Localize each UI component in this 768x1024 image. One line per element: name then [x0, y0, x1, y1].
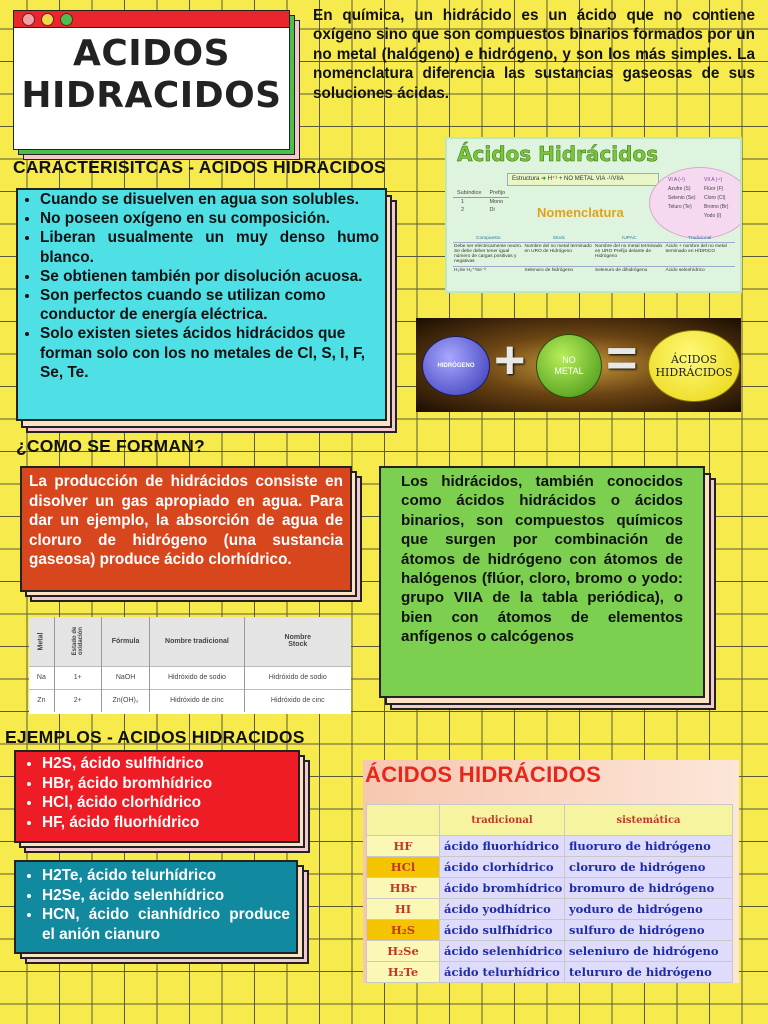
acids-table-title: ÁCIDOS HIDRÁCIDOS — [365, 762, 602, 787]
acid-name-tradicional: ácido clorhídrico — [440, 857, 565, 878]
estructura-label: Estructura — [512, 176, 540, 182]
hydroxide-cell: 2+ — [54, 689, 101, 712]
ejemplos-box-1 — [14, 750, 300, 843]
acid-name-sistematica: sulfuro de hidrógeno — [565, 920, 733, 941]
prefix-cell: Di — [489, 207, 495, 213]
caracteristicas-list — [18, 190, 385, 382]
acids-table — [366, 804, 733, 983]
title-card-bar — [14, 11, 289, 28]
nom-header: Compuesto — [453, 235, 524, 243]
prefix-header: Prefijo — [485, 189, 509, 198]
hydroxide-cell: NaOH — [101, 666, 150, 689]
nom-example: H₂Se H₂⁺¹Se⁻² — [454, 268, 486, 273]
caracteristicas-heading: CARACTERISITCAS - ACIDOS HIDRACIDOS — [13, 157, 386, 177]
group-element: Bromo (Br) — [704, 204, 729, 210]
group-col1 — [668, 176, 696, 212]
no-metal-circle — [536, 334, 602, 398]
list-item: • Se obtienen también por disolución acuosa. — [40, 267, 379, 286]
acid-name-sistematica: seleniuro de hidrógeno — [565, 941, 733, 962]
acid-formula: HI — [367, 899, 440, 920]
hydroxide-table — [29, 617, 351, 712]
list-item: • Liberan usualmente un muy denso humo blanco. — [40, 228, 379, 266]
acid-name-sistematica: yoduro de hidrógeno — [565, 899, 733, 920]
acid-name-sistematica: telururo de hidrógeno — [565, 962, 733, 983]
nom-example: Ácido selenhídrico — [665, 268, 705, 273]
equals-icon: = — [606, 328, 638, 388]
list-item: • H2S, ácido sulfhídrico — [42, 754, 298, 774]
hydroxide-header: Estado de oxidación — [54, 617, 101, 666]
page-title — [14, 33, 289, 117]
title-card — [13, 10, 290, 150]
como-se-forman-text: La producción de hidrácidos consiste en disolver un gas apropiado en agua. Para dar un ejemplo, la absorción de agua de cloruro de hidrógeno (una sustancia gaseosa) produce ácido clorhídrico. — [29, 473, 343, 568]
group-col2-header: VII A (-¹) — [704, 177, 723, 183]
window-dot-green-icon — [60, 13, 73, 26]
hydroxide-header: Nombre tradicional — [150, 617, 244, 666]
acid-formula: H₂S — [367, 920, 440, 941]
hydroxide-cell: 1+ — [54, 666, 101, 689]
prefix-cell: 1 — [461, 199, 465, 205]
acid-formula: HCl — [367, 857, 440, 878]
nom-desc: Nombre del no metal terminado en URO Prefijo delante de Hidrógeno — [595, 244, 663, 259]
definicion-text: Los hidrácidos, también conocidos como ácidos hidrácidos o ácidos binarios, son compuestos químicos que surgen por combinación de átomos de hidrógeno con átomos de halógenos (flúor, cloro, bromo o yodo: grupo VIIA de la tabla periódica), o bien con átomos de elementos anfígenos o calcógenos — [401, 473, 683, 646]
acid-name-tradicional: ácido sulfhídrico — [440, 920, 565, 941]
group-element: Cloro (Cl) — [704, 195, 726, 201]
group-element: Azufre (S) — [668, 186, 691, 192]
nom-header: Tradicional — [665, 235, 736, 243]
group-col2 — [704, 176, 728, 221]
table-row — [367, 857, 733, 878]
ejemplos-heading: EJEMPLOS - ACIDOS HIDRACIDOS — [5, 727, 305, 747]
list-item: • Cuando se disuelven en agua son solubles. — [40, 190, 379, 209]
nom-desc: Debe ser eléctricamente neutro. Se debe deber tener igual número de cargas positivas y negativas — [454, 244, 523, 264]
ejemplos-box-2 — [14, 860, 298, 954]
hidrogeno-label: HIDRÓGENO — [437, 363, 475, 369]
hidrogeno-circle — [422, 336, 490, 396]
list-item: • HF, ácido fluorhídrico — [42, 813, 298, 833]
acid-name-tradicional: ácido telurhídrico — [440, 962, 565, 983]
acid-name-tradicional: ácido yodhídrico — [440, 899, 565, 920]
nom-example: Selenuro de hidrógeno — [524, 268, 574, 273]
groups-oval — [649, 167, 742, 239]
caracteristicas-box — [16, 188, 387, 421]
table-row — [367, 962, 733, 983]
window-dot-pink-icon — [22, 13, 35, 26]
group-element: Teluro (Te) — [668, 204, 692, 210]
hydroxide-cell: Hidróxido de cinc — [150, 689, 244, 712]
result-circle — [648, 330, 740, 402]
list-item: • Solo existen sietes ácidos hidrácidos que forman solo con los no metales de Cl, S, I, F, Se, Te. — [40, 324, 379, 382]
prefix-cell: 2 — [461, 207, 465, 213]
table-row — [367, 836, 733, 857]
hydroxide-cell: Hidróxido de cinc — [270, 697, 325, 705]
hidracidos-infographic — [445, 137, 742, 293]
result-label-1: ÁCIDOS — [670, 353, 718, 366]
arrow-right-icon: ➜ — [541, 176, 547, 182]
list-item: • H2Se, ácido selenhídrico — [42, 886, 290, 906]
list-item: • No poseen oxígeno en su composición. — [40, 209, 379, 228]
nom-desc: Nombre del no metal terminado en URO de Hidrógeno — [524, 244, 592, 254]
equation-image — [416, 318, 741, 412]
list-item: • HBr, ácido bromhídrico — [42, 774, 298, 794]
hydroxide-table-image — [29, 617, 351, 714]
table-row — [367, 941, 733, 962]
no-metal-label-1: NO — [562, 355, 576, 365]
group-col1-header: VI A (-²) — [668, 177, 685, 183]
window-dot-yellow-icon — [41, 13, 54, 26]
group-element: Yodo (I) — [704, 213, 722, 219]
acid-formula: HF — [367, 836, 440, 857]
ejemplos-list-2 — [16, 866, 296, 944]
page-title-line2: HIDRACIDOS — [21, 75, 282, 116]
list-item: • H2Te, ácido telurhídrico — [42, 866, 290, 886]
hydroxide-header: Fórmula — [101, 617, 150, 666]
intro-paragraph: En química, un hidrácido es un ácido que no contiene oxígeno sino que son compuestos binarios formados por un no metal (halógeno) e hidrógeno, y son los más simples. La nomenclatura diferencia las sustancias gaseosas de sus soluciones ácidas. — [313, 7, 755, 102]
acid-name-tradicional: ácido bromhídrico — [440, 878, 565, 899]
table-row — [367, 899, 733, 920]
acids-header-tradicional: tradicional — [440, 805, 565, 836]
ejemplos-list-1 — [16, 754, 298, 832]
infographic-title: Ácidos Hidrácidos — [457, 142, 659, 166]
plus-icon: + — [494, 330, 526, 390]
group-element: Flúor (F) — [704, 186, 724, 192]
hydroxide-cell: Zn(OH)₂ — [101, 689, 150, 712]
como-se-forman-heading: ¿COMO SE FORMAN? — [16, 436, 205, 456]
prefix-table — [453, 189, 509, 214]
acid-name-tradicional: ácido selenhídrico — [440, 941, 565, 962]
acid-formula: HBr — [367, 878, 440, 899]
group-element: Selenio (Se) — [668, 195, 696, 201]
como-se-forman-box — [20, 466, 352, 592]
acid-formula: H₂Se — [367, 941, 440, 962]
acid-name-sistematica: bromuro de hidrógeno — [565, 878, 733, 899]
hydroxide-cell: Hidróxido de sodio — [268, 674, 327, 681]
acid-name-sistematica: fluoruro de hidrógeno — [565, 836, 733, 857]
list-item: • HCN, ácido cianhídrico produce el anión cianuro — [42, 905, 290, 944]
result-label-2: HIDRÁCIDOS — [655, 366, 733, 379]
nomenclatura-label: Nomenclatura — [537, 205, 624, 220]
acid-name-sistematica: cloruro de hidrógeno — [565, 857, 733, 878]
hydroxide-cell: Zn — [29, 689, 54, 712]
no-metal-label-2: METAL — [554, 366, 584, 376]
estructura-formula: H⁺¹ + NO METAL VIA -¹/VIIA — [547, 176, 624, 182]
nom-header: Stock — [524, 235, 595, 243]
nom-desc: Ácido + nombre del no metal terminado en HÍDRICO — [665, 244, 727, 254]
list-item: • HCl, ácido clorhídrico — [42, 793, 298, 813]
table-row — [367, 878, 733, 899]
nomenclatura-table — [453, 235, 735, 274]
hydroxide-cell: Hidróxido de sodio — [150, 666, 244, 689]
table-row — [367, 920, 733, 941]
nom-example: Selenuro de dihidrógeno — [595, 268, 648, 273]
nom-header: IUPAC — [594, 235, 665, 243]
hydroxide-cell: Na — [29, 666, 54, 689]
hydroxide-header: Metal — [29, 617, 54, 666]
acid-name-tradicional: ácido fluorhídrico — [440, 836, 565, 857]
acids-table-image — [363, 760, 739, 983]
acids-header-sistematica: sistemática — [565, 805, 733, 836]
estructura-bar — [507, 173, 659, 186]
acids-header-empty — [367, 805, 440, 836]
list-item: • Son perfectos cuando se utilizan como conductor de energía eléctrica. — [40, 286, 379, 324]
page-title-line1: ACIDOS — [72, 33, 231, 74]
prefix-cell: Mono — [489, 199, 504, 205]
acid-formula: H₂Te — [367, 962, 440, 983]
hydroxide-header: Nombre Stock — [284, 634, 311, 649]
definicion-box — [379, 466, 705, 698]
prefix-header: Subíndice — [453, 189, 485, 198]
